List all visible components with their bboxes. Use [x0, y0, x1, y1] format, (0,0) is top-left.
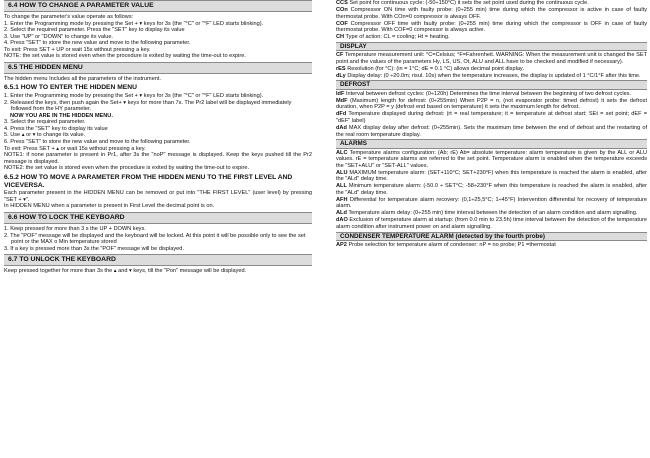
section-header-hidden-menu: 6.5 THE HIDDEN MENU [4, 62, 312, 74]
list-item: 1. Keep pressed for more than 3 s the UP + DOWN keys. [4, 225, 146, 232]
list-item: 1. Enter the Programming mode by pressing the Set + ▾ keys for 3s (the "°C" or "°F" LED starts blinking). [4, 20, 264, 27]
section-header-change-value: 6.4 HOW TO CHANGE A PARAMETER VALUE [4, 0, 312, 12]
parameter-name: IdF [336, 90, 345, 97]
parameter-entry [336, 98, 647, 111]
list-item: 3. If a key is pressed more than 3s the "POF" message will be displayed. [4, 245, 184, 252]
section-header-unlock-keyboard: 6.7 TO UNLOCK THE KEYBOARD [4, 254, 312, 266]
parameter-entry [336, 66, 647, 73]
list-item: 2. Released the keys, then push again the Set+ ▾ keys for more than 7s. The Pr2 label will be displayed immediately followed from the HY parameter. [4, 99, 292, 113]
parameter-description: Type of action: CL = cooling; Ht = heating. [345, 34, 450, 41]
steps-list [4, 226, 312, 252]
parameter-description: Temperature alarm delay: (0÷255 min) time interval between the detection of an alarm condition and alarm signalling. [348, 210, 638, 217]
list-item: 1. Enter the Programming mode by pressing the Set + ▾ keys for 3s (the "°C" or "°F" LED starts blinking). [4, 93, 264, 100]
parameter-entry [336, 0, 647, 7]
parameter-description: Resolution (for °C): (in = 1°C; dE = 0.1 °C) allows decimal point display. [347, 65, 524, 72]
list-item: 2. The "POF" message will be displayed and the keyboard will be locked. At this point it will be possible only to see the set point or the MAX o Min temperature stored [4, 232, 306, 246]
parameter-description: Differential for temperature alarm recovery: (0,1÷25,5°C; 1÷45°F) Intervention differential for recovery of temperature alarm. [336, 196, 647, 210]
parameter-entry [336, 91, 647, 98]
exit-text: To exit: Press SET + ▴ or wait 15s without pressing a key. [4, 145, 146, 152]
parameter-entry [336, 170, 647, 183]
parameter-entry [336, 34, 647, 41]
section-header-display: DISPLAY [336, 42, 647, 51]
parameter-entry [336, 7, 647, 20]
list-item: 6. Press "SET" to store the new value and move to the following parameter. [4, 139, 191, 145]
parameter-description: Set point for continuous cycle: (-50÷150°C) it sets the set point used during the continuous cycle. [349, 0, 589, 6]
paragraph: Each parameter present in the HIDDEN MENU can be removed or put into "THE FIRST LEVEL" (user level) by pressing "SET + ▾". [4, 190, 312, 203]
parameter-description: (Maximum) length for defrost: (0÷255min) When P2P = n, (not evaporator probe: timed defrost) it sets the defrost duration, when P2P = y (defrost end based on temperature) it sets the maximum length for defrost. [336, 97, 647, 111]
list-item-emphasis: NOW YOU ARE IN THE HIDDEN MENU. [10, 112, 113, 119]
section-header-alarms: ALARMS [336, 139, 647, 148]
parameter-group-regulation [336, 0, 647, 41]
paragraph: The hidden menu Includes all the parameters of the instrument. [4, 75, 162, 82]
steps-list [4, 21, 312, 47]
note-text: NOTE2: the set value is stored even when the procedure is exited by waiting the time-out to expire. [4, 165, 250, 172]
list-item: 5. Use ▴ or ▾ to change its value. [4, 132, 86, 139]
parameter-name: AFH [336, 196, 348, 203]
steps-list [4, 93, 312, 145]
right-column [336, 0, 647, 249]
parameter-entry [336, 150, 647, 170]
parameter-name: ALU [336, 169, 348, 176]
note-text: NOTE1: if none parameter is present in Pr1, after 3s the "noP" message is displayed. Keep the keys pushed till the Pr2 message is displayed. [4, 152, 312, 165]
parameter-entry [336, 197, 647, 210]
parameter-entry [336, 183, 647, 196]
paragraph: In HIDDEN MENU when a parameter is present in First Level the decimal point is on. [4, 203, 215, 210]
parameter-name: CF [336, 52, 344, 59]
parameter-description: Temperature alarms configuration: (Ab; rE) Ab= absolute temperature: alarm temperature is given by the ALL or ALU values. rE = temperature alarms are referred to the set point. Temperature alarm is enabled when the temperature exceeds the "SET+ALU" or "SET-ALL" values. [336, 149, 647, 169]
parameter-entry [336, 52, 647, 65]
parameter-description: Temperature displayed during defrost: (rt = real temperature; it = temperature at defrost start; SEt = set point; dEF = "dEF" label) [336, 111, 648, 124]
parameter-entry [336, 217, 647, 230]
section-header-condenser-alarm: CONDENSER TEMPERATURE ALARM (detected by the fourth probe) [336, 232, 647, 241]
parameter-description: MAX display delay after defrost: (0÷255min). Sets the maximum time between the end of defrost and the restarting of the real room temperature display. [336, 125, 647, 138]
parameter-name: CH [336, 34, 345, 41]
parameter-name: ALC [336, 149, 348, 156]
paragraph: Keep pressed together for more than 3s the ▴ and ▾ keys, till the "Pon" message will be displayed. [4, 268, 247, 275]
parameter-entry [336, 210, 647, 217]
parameter-name: ALL [336, 183, 347, 190]
parameter-name: dFd [336, 111, 347, 118]
parameter-name: dAO [336, 217, 348, 224]
note-text: NOTE: the set value is stored even when the procedure is exited by waiting the time-out to expire. [4, 53, 246, 60]
exit-text: To exit: Press SET + UP or wait 15s without pressing a key. [4, 46, 151, 53]
parameter-description: Minimum temperature alarm: (-50.0 ÷ SET°C; -58÷230°F when this temperature is reached the alarm is enabled, after the "ALd" delay time. [336, 183, 647, 196]
parameter-name: COF [336, 20, 348, 27]
left-column [4, 0, 312, 275]
parameter-entry [336, 111, 647, 124]
list-item: 4. Press the "SET" key to display its value [4, 125, 108, 132]
parameter-description: Compressor OFF time with faulty probe: (0÷255 min) time during which the compressor is OFF in case of faulty thermostat probe. With COF=0 compressor is always active. [336, 20, 647, 34]
parameter-description: Display delay: (0 ÷20.0m; risul. 10s) when the temperature increases, the display is updated of 1 °C/1°F after this time. [347, 72, 641, 79]
subsection-title-enter-hidden: 6.5.1 HOW TO ENTER THE HIDDEN MENU [4, 84, 137, 92]
section-header-lock-keyboard: 6.6 HOW TO LOCK THE KEYBOARD [4, 212, 312, 224]
parameter-description: MAXIMUM temperature alarm: (SET+110°C; SET+230°F) when this temperature is reached the alarm is enabled, after the "ALd" delay time. [336, 169, 647, 183]
parameter-name: dLy [336, 72, 346, 79]
parameter-description: Temperature measurement unit: °C=Celsius; °F=Fahrenheit. WARNING: When the measurement unit is changed the SET point and the values of the parameters Hy, LS, US, Ot, ALU and ALL have to be checked and modified if necessary). [336, 52, 648, 65]
list-item: 4. Press "SET" to store the new value and move to the following parameter. [4, 40, 191, 47]
parameter-name: COn [336, 7, 348, 14]
parameter-description: Exclusion of temperature alarm at startup: (from 0.0 min to 23.5h) time interval between the detection of the temperature alarm condition after instrument power on and alarm signalling. [336, 217, 647, 231]
parameter-name: rES [336, 65, 346, 72]
parameter-description: Compressor ON time with faulty probe: (0÷255 min) time during which the compressor is active in case of faulty thermostat probe. With COn=0 compressor is always OFF. [336, 7, 647, 20]
parameter-name: ALd [336, 210, 347, 217]
parameter-description: Interval between defrost cycles: (0÷120h) Determines the time interval between the beginning of two defrost cycles. [345, 90, 632, 97]
parameter-name: dAd [336, 125, 347, 132]
parameter-description: Probe selection for temperature alarm of condenser: nP = no probe; P1 =thermostat [348, 241, 556, 248]
subsection-title-move-parameter: 6.5.2 HOW TO MOVE A PARAMETER FROM THE HIDDEN MENU TO THE FIRST LEVEL AND VICEVERSA. [4, 173, 293, 189]
list-item: 3. Use "UP" or "DOWN" to change its value. [4, 33, 113, 40]
paragraph: To change the parameter's value operate as follows: [4, 14, 134, 20]
parameter-entry [336, 242, 647, 249]
list-item: 3. Select the required parameter. [4, 119, 86, 126]
list-item: 2. Select the required parameter. Press the "SET" key to display its value [4, 27, 185, 34]
section-header-defrost: DEFROST [336, 80, 647, 89]
parameter-entry [336, 73, 647, 80]
parameter-name: MdF [336, 97, 348, 104]
parameter-entry [336, 125, 647, 138]
parameter-entry [336, 21, 647, 34]
parameter-name: CCS [336, 0, 348, 6]
parameter-name: AP2 [336, 241, 347, 248]
